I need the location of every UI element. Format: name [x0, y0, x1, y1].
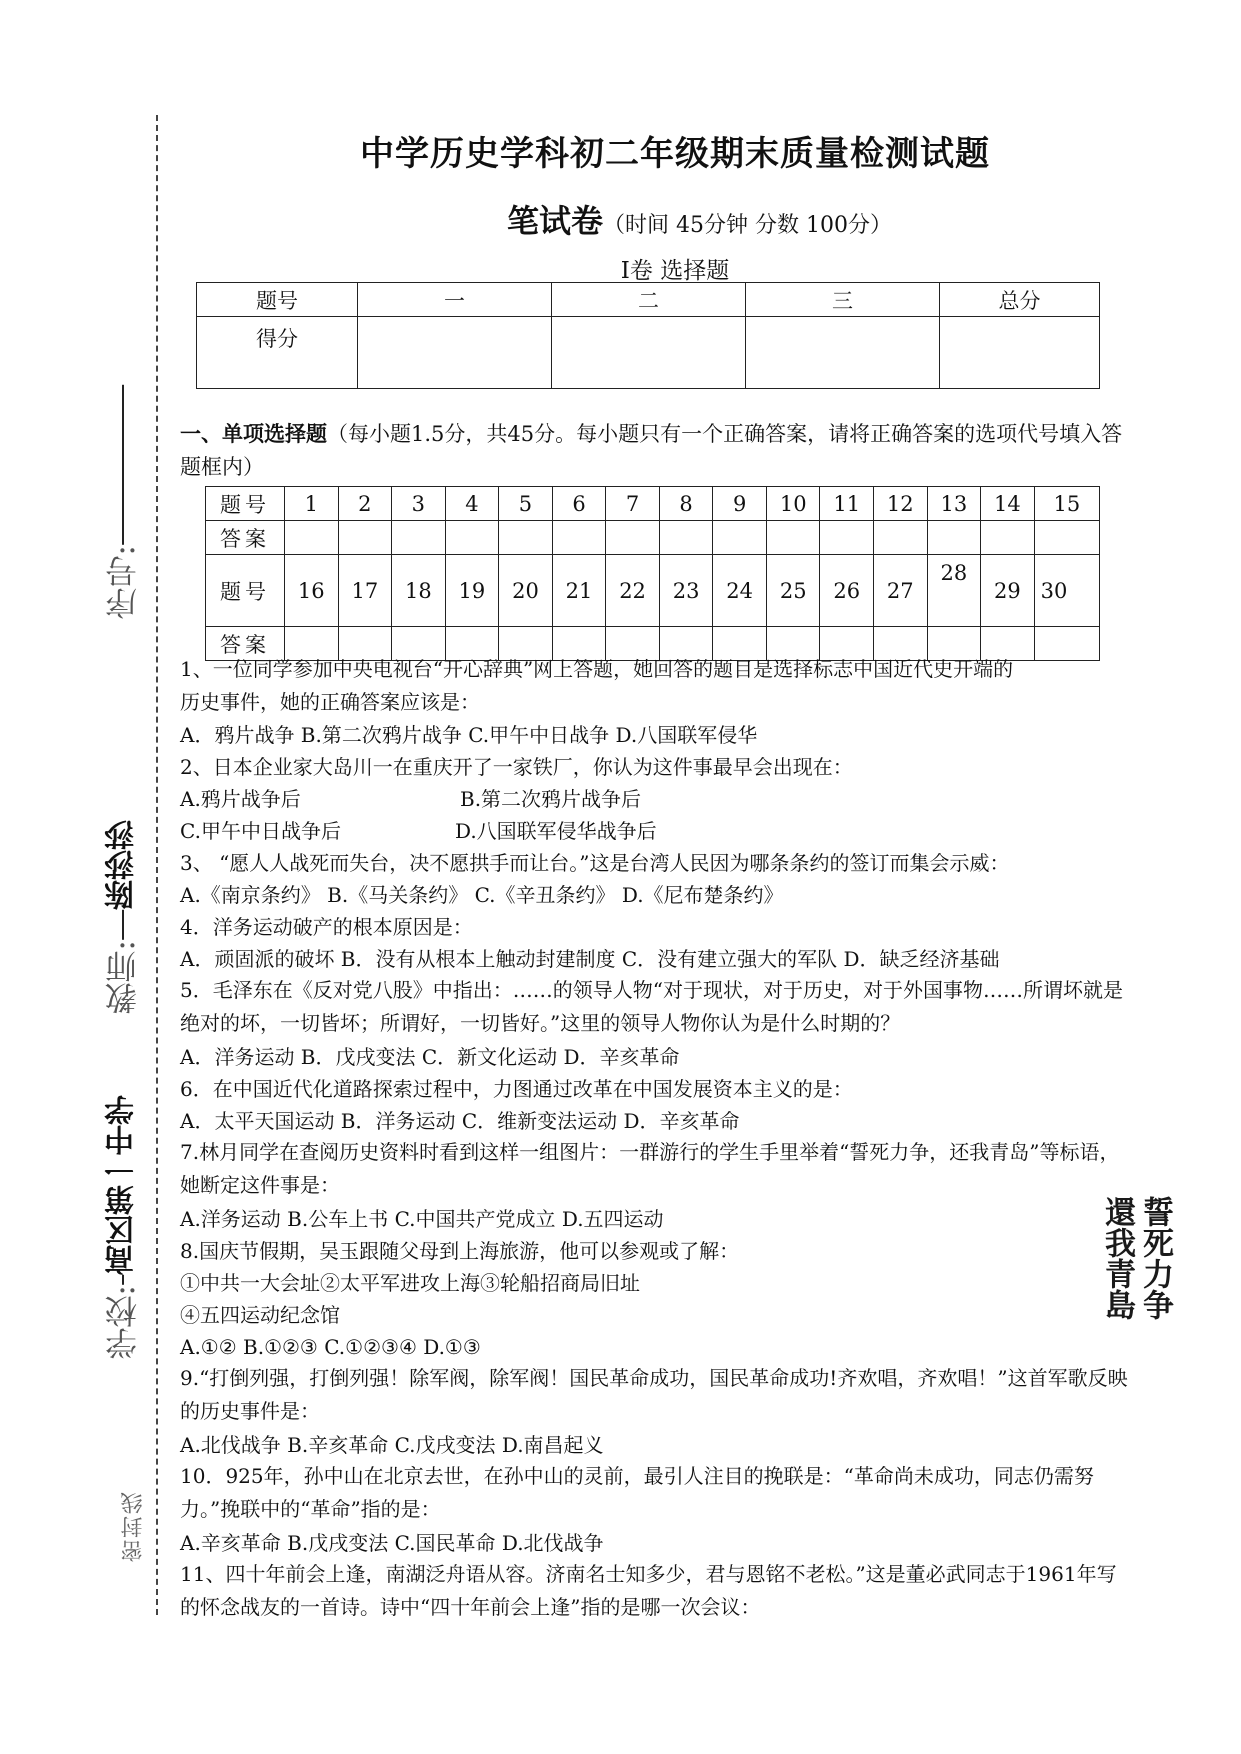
section-one-intro [180, 418, 1130, 484]
question-4-options: A．顽固派的破坏 B．没有从根本上触动封建制度 C．没有建立强大的军队 D．缺乏经济基础 [180, 947, 1000, 971]
question-number: 16 [285, 555, 339, 627]
answer-grid [205, 486, 1100, 661]
teacher-label: 教师: [104, 940, 142, 1015]
answer-grid-number-row [206, 487, 1100, 521]
question-10-text: 10．925年，孙中山在北京去世，在孙中山的灵前，最引人注目的挽联是：“革命尚未成功，同志仍需努力。”挽联中的“革命”指的是： [180, 1464, 1094, 1521]
question-6-text: 6．在中国近代化道路探索过程中，力图通过改革在中国发展资本主义的是： [180, 1077, 853, 1101]
question-number: 1 [285, 487, 339, 521]
question-number: 25 [766, 555, 820, 627]
question-1-text-cont: 历史事件，她的正确答案应该是： [180, 690, 480, 714]
question-number: 5 [499, 487, 553, 521]
answer-cell[interactable] [713, 521, 767, 555]
answer-cell[interactable] [659, 521, 713, 555]
teacher-value: 陈莎莎 [105, 820, 140, 910]
score-table-score-row [197, 317, 1100, 389]
question-3-options: A.《南京条约》 B.《马关条约》 C.《辛丑条约》 D.《尼布楚条约》 [180, 883, 784, 907]
question-8-text: 8.国庆节假期，吴玉跟随父母到上海旅游，他可以参观或了解： [180, 1239, 740, 1263]
question-8-line-1: ①中共一大会址②太平军进攻上海③轮船招商局旧址 [180, 1271, 640, 1295]
question-number: 19 [445, 555, 499, 627]
question-number: 21 [552, 555, 606, 627]
question-number: 10 [766, 487, 820, 521]
answer-row-label: 答案 [206, 521, 285, 555]
question-9-text: 9.“打倒列强，打倒列强！除军阀，除军阀！国民革命成功，国民革命成功!齐欢唱，齐欢唱！”这首军歌反映的历史事件是： [180, 1366, 1128, 1423]
section-one-heading: 一、单项选择题 [180, 422, 327, 446]
question-2-option-c: C.甲午中日战争后 [180, 819, 341, 843]
question-number: 20 [499, 555, 553, 627]
score-cell[interactable] [746, 317, 940, 389]
paper-type: 笔试卷 [507, 202, 604, 240]
question-10-options: A.辛亥革命 B.戊戌变法 C.国民革命 D.北伐战争 [180, 1531, 604, 1555]
number-row-label: 题号 [206, 555, 285, 627]
score-header-cell: 二 [552, 283, 746, 317]
question-8-line-2: ④五四运动纪念馆 [180, 1303, 340, 1327]
question-2-text: 2、日本企业家大岛川一在重庆开了一家铁厂，你认为这件事最早会出现在： [180, 755, 853, 779]
school-value: 高区第一中学 [105, 1095, 140, 1275]
score-header-cell: 一 [358, 283, 552, 317]
teacher-field [100, 820, 146, 1015]
seal-line-label: 密封线 [121, 1490, 146, 1562]
question-number: 6 [552, 487, 606, 521]
score-cell[interactable] [552, 317, 746, 389]
answer-grid-answer-row [206, 521, 1100, 555]
question-11-text: 11、四十年前会上逢，南湖泛舟语从容。济南名士知多少，君与恩铭不老松。”这是董必武同志于1961年写的怀念战友的一首诗。诗中“四十年前会上逢”指的是哪一次会议： [180, 1562, 1117, 1619]
answer-cell[interactable] [927, 521, 981, 555]
score-cell[interactable] [358, 317, 552, 389]
answer-cell[interactable] [1034, 521, 1099, 555]
protest-slogan-image [1082, 1196, 1172, 1332]
answer-cell[interactable] [981, 521, 1035, 555]
score-table-header-row [197, 283, 1100, 317]
question-9-options: A.北伐战争 B.辛亥革命 C.戊戌变法 D.南昌起义 [180, 1433, 604, 1457]
question-2-option-a: A.鸦片战争后 [180, 787, 301, 811]
seq-label: 序号: [104, 545, 142, 620]
answer-cell[interactable] [552, 521, 606, 555]
question-number: 15 [1034, 487, 1099, 521]
question-number: 13 [927, 487, 981, 521]
slogan-text: 還我青島 [1099, 1196, 1135, 1320]
question-number: 22 [606, 555, 660, 627]
answer-cell[interactable] [499, 521, 553, 555]
exam-title: 中学历史学科初二年级期末质量检测试题 [360, 134, 990, 174]
question-number: 12 [874, 487, 928, 521]
question-number: 26 [820, 555, 874, 627]
volume-heading: I卷 选择题 [620, 258, 730, 284]
question-number: 4 [445, 487, 499, 521]
school-field [100, 1095, 146, 1360]
binding-dashed-line [156, 115, 158, 1615]
seq-field [100, 385, 146, 620]
question-2-option-b: B.第二次鸦片战争后 [460, 787, 642, 811]
exam-subtitle [507, 196, 892, 242]
question-number: 9 [713, 487, 767, 521]
section-one-instruction: （每小题1.5分，共45分。每小题只有一个正确答案，请将正确答案的选项代号填入答题框内） [180, 422, 1123, 479]
answer-cell[interactable] [285, 521, 339, 555]
question-number: 8 [659, 487, 713, 521]
score-table [196, 282, 1100, 389]
answer-cell[interactable] [874, 521, 928, 555]
question-6-options: A．太平天国运动 B．洋务运动 C．维新变法运动 D．辛亥革命 [180, 1109, 740, 1133]
answer-row-label: 答案 [206, 627, 285, 661]
question-number: 23 [659, 555, 713, 627]
score-header-cell: 总分 [940, 283, 1100, 317]
answer-grid-number-row [206, 555, 1100, 627]
answer-cell[interactable] [766, 521, 820, 555]
question-number: 3 [392, 487, 446, 521]
question-number: 11 [820, 487, 874, 521]
score-header-cell: 题号 [197, 283, 358, 317]
school-label: 学校: [104, 1285, 142, 1360]
question-number: 29 [981, 555, 1035, 627]
answer-cell[interactable] [445, 521, 499, 555]
question-7-options: A.洋务运动 B.公车上书 C.中国共产党成立 D.五四运动 [180, 1207, 664, 1231]
question-5-text: 5．毛泽东在《反对党八股》中指出：……的领导人物“对于现状，对于历史，对于外国事物……所谓坏就是绝对的坏，一切皆坏；所谓好，一切皆好。”这里的领导人物你认为是什么时期的？ [180, 978, 1123, 1035]
question-number: 24 [713, 555, 767, 627]
question-number: 2 [338, 487, 392, 521]
number-row-label: 题号 [206, 487, 285, 521]
question-number: 14 [981, 487, 1035, 521]
answer-cell[interactable] [606, 521, 660, 555]
question-7-text: 7.林月同学在查阅历史资料时看到这样一组图片：一群游行的学生手里举着“誓死力争，还我青岛”等标语，她断定这件事是： [180, 1140, 1120, 1197]
question-number: 18 [392, 555, 446, 627]
slogan-column [1138, 1196, 1172, 1332]
score-cell[interactable] [940, 317, 1100, 389]
question-number: 7 [606, 487, 660, 521]
question-4-text: 4．洋务运动破产的根本原因是： [180, 915, 473, 939]
question-number: 27 [874, 555, 928, 627]
answer-cell[interactable] [392, 521, 446, 555]
exam-time-score: （时间 45分钟 分数 100分） [603, 213, 892, 238]
question-1-text: 1、一位同学参加中央电视台“开心辞典”网上答题，她回答的题目是选择标志中国近代史开端的 [180, 657, 1014, 681]
answer-cell[interactable] [820, 521, 874, 555]
score-row-label: 得分 [197, 317, 358, 389]
question-number: 28 [927, 555, 981, 627]
answer-cell[interactable] [338, 521, 392, 555]
score-header-cell: 三 [746, 283, 940, 317]
slogan-text: 誓死力争 [1137, 1196, 1173, 1320]
question-3-text: 3、 “愿人人战死而失台，决不愿拱手而让台。”这是台湾人民因为哪条条约的签订而集会示威： [180, 851, 1010, 875]
question-1-options: A．鸦片战争 B.第二次鸦片战争 C.甲午中日战争 D.八国联军侵华 [180, 723, 758, 747]
question-5-options: A．洋务运动 B．戊戌变法 C．新文化运动 D．辛亥革命 [180, 1045, 680, 1069]
question-number: 17 [338, 555, 392, 627]
question-2-option-d: D.八国联军侵华战争后 [455, 819, 657, 843]
question-number: 30 [1034, 555, 1099, 627]
slogan-column [1100, 1196, 1134, 1332]
question-8-options: A.①② B.①②③ C.①②③④ D.①③ [180, 1335, 481, 1359]
